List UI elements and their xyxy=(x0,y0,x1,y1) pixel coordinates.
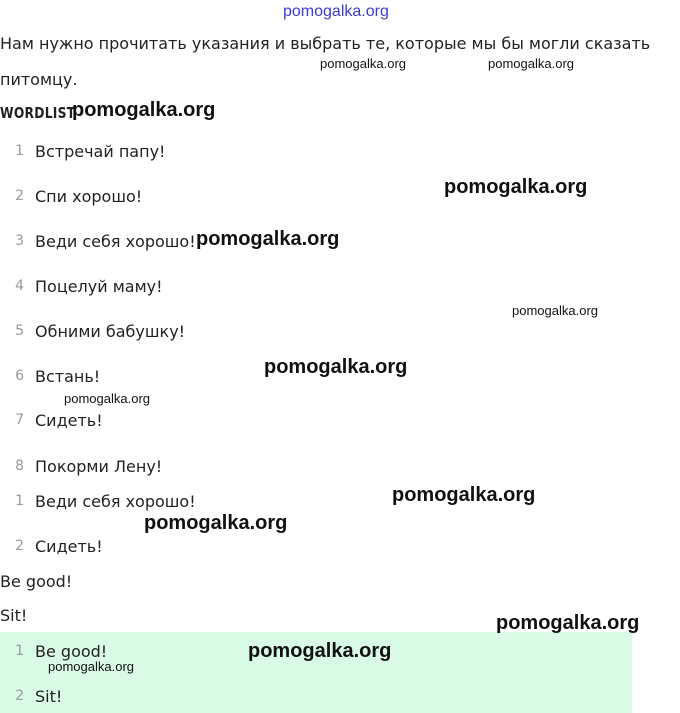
watermark: pomogalka.org xyxy=(72,99,216,121)
watermark: pomogalka.org xyxy=(496,612,640,634)
list-item-number: 5 xyxy=(15,323,24,339)
translation-line-2: Sit! xyxy=(0,606,28,625)
list-item: Покорми Лену! xyxy=(35,457,163,476)
answer-item-number: 1 xyxy=(15,643,24,659)
list-item-number: 4 xyxy=(15,278,24,294)
selected-item-number: 2 xyxy=(15,538,24,554)
list-item-number: 1 xyxy=(15,143,24,159)
selected-item: Сидеть! xyxy=(35,537,103,556)
translation-line-1: Be good! xyxy=(0,572,73,591)
selected-item: Веди себя хорошо! xyxy=(35,492,196,511)
selected-item-number: 1 xyxy=(15,493,24,509)
wordlist-title: WORDLIST xyxy=(0,104,76,122)
watermark: pomogalka.org xyxy=(48,659,134,674)
intro-line-1: Нам нужно прочитать указания и выбрать те, которые мы бы могли сказать xyxy=(0,34,651,53)
watermark: pomogalka.org xyxy=(488,56,574,71)
list-item-number: 3 xyxy=(15,233,24,249)
watermark: pomogalka.org xyxy=(392,484,536,506)
watermark: pomogalka.org xyxy=(264,356,408,378)
watermark: pomogalka.org xyxy=(196,228,340,250)
list-item: Обними бабушку! xyxy=(35,322,186,341)
intro-line-2: питомцу. xyxy=(0,70,78,89)
list-item-number: 7 xyxy=(15,412,24,428)
watermark: pomogalka.org xyxy=(248,640,392,662)
watermark: pomogalka.org xyxy=(444,176,588,198)
list-item: Встречай папу! xyxy=(35,142,166,161)
list-item: Спи хорошо! xyxy=(35,187,143,206)
answer-item: Be good! xyxy=(35,642,108,661)
list-item: Веди себя хорошо! xyxy=(35,232,196,251)
list-item: Сидеть! xyxy=(35,411,103,430)
watermark-top: pomogalka.org xyxy=(283,3,389,20)
watermark: pomogalka.org xyxy=(512,303,598,318)
watermark: pomogalka.org xyxy=(320,56,406,71)
list-item: Встань! xyxy=(35,367,101,386)
list-item-number: 6 xyxy=(15,368,24,384)
answer-item: Sit! xyxy=(35,687,63,706)
answer-item-number: 2 xyxy=(15,688,24,704)
watermark: pomogalka.org xyxy=(64,391,150,406)
list-item-number: 2 xyxy=(15,188,24,204)
watermark: pomogalka.org xyxy=(144,512,288,534)
list-item: Поцелуй маму! xyxy=(35,277,163,296)
list-item-number: 8 xyxy=(15,458,24,474)
